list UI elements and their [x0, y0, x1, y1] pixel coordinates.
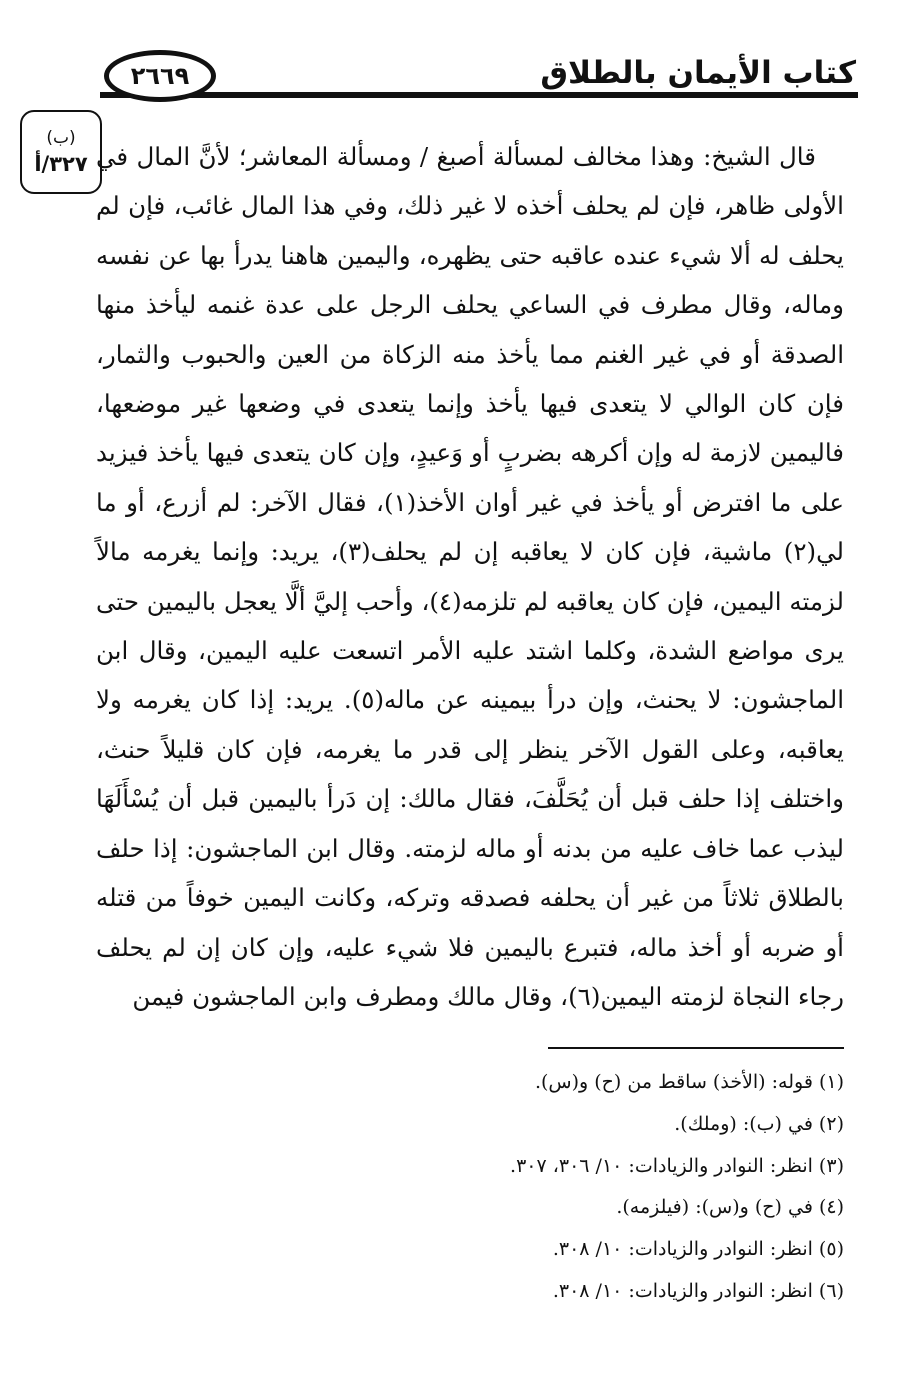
- footnote-1: (١) قوله: (الأخذ) ساقط من (ح) و(س).: [534, 1071, 844, 1093]
- manuscript-folio: ٣٢٧/أ: [34, 152, 88, 176]
- footnote-2: (٢) في (ب): (وملك).: [674, 1112, 844, 1135]
- footnote-5: (٥) انظر: النوادر والزيادات: ١٠/ ٣٠٨.: [552, 1238, 844, 1261]
- manuscript-folio-marker: [20, 110, 102, 194]
- book-title: كتاب الأيمان بالطلاق: [540, 55, 856, 91]
- header-rule: [100, 92, 858, 98]
- page-header: [0, 0, 920, 110]
- body-paragraph: قال الشيخ: وهذا مخالف لمسألة أصبغ / ومسألة المعاشر؛ لأنَّ المال في الأولى ظاهر، فإن لم يحلف أخذه لا غير ذلك، وفي هذا المال غائب، فإن لم يحلف له ألا شيء عنده عاقبه حتى يظهره، واليمين هاهنا يدرأ بها عن نفسه وماله، وقال مطرف في الساعي يحلف الرجل على عدة غنمه ليأخذ منها الصدقة أو في غير الغنم مما يأخذ منه الزكاة من العين والحبوب والثمار، فإن كان الوالي لا يتعدى فيها يأخذ وإنما يتعدى في وضعها غير موضعها، فاليمين لازمة له وإن أكرهه بضربٍ أو وَعيدٍ، وإن كان يتعدى فيها يأخذ فيزيد على ما افترض أو يأخذ في غير أوان الأخذ(١)، فقال الآخر: لم أزرع، أو ما لي(٢) ماشية، فإن كان لا يعاقبه إن لم يحلف(٣)، يريد: وإنما يغرمه مالاً لزمته اليمين، فإن كان يعاقبه لم تلزمه(٤)، وأحب إليَّ ألَّا يعجل باليمين حتى يرى مواضع الشدة، وكلما اشتد عليه الأمر اتسعت عليه اليمين، وقال ابن الماجشون: لا يحنث، وإن درأ بيمينه عن ماله(٥). يريد: إذا كان يغرمه ولا يعاقبه، وعلى القول الآخر ينظر إلى قدر ما يغرمه، فإن كان قليلاً حنث، واختلف إذا حلف قبل أن يُحَلَّفَ، فقال مالك: إن دَرأ باليمين قبل أن يُسْأَلَهَا ليذب عما خاف عليه من بدنه أو ماله لزمته. وقال ابن الماجشون: إذا حلف بالطلاق ثلاثاً من غير أن يحلفه فصدقه وتركه، وكانت اليمين خوفاً من قتله أو ضربه أو أخذ ماله، فتبرع باليمين فلا شيء عليه، وإن كان إن لم يحلف رجاء النجاة لزمته اليمين(٦)، وقال مالك ومطرف وابن الماجشون فيمن: [96, 142, 845, 1011]
- manuscript-letter: (ب): [46, 128, 76, 148]
- main-text: [96, 132, 844, 1021]
- footnotes-list: [96, 1062, 844, 1313]
- footnote-4: (٤) في (ح) و(س): (فيلزمه).: [616, 1196, 844, 1219]
- footnote-3: (٣) انظر: النوادر والزيادات: ١٠/ ٣٠٦، ٣٠٧.: [510, 1154, 844, 1177]
- footnote-separator: [548, 1047, 844, 1049]
- footnote-6: (٦) انظر: النوادر والزيادات: ١٠/ ٣٠٨.: [552, 1279, 844, 1302]
- page-number: ٢٦٦٩: [104, 50, 216, 102]
